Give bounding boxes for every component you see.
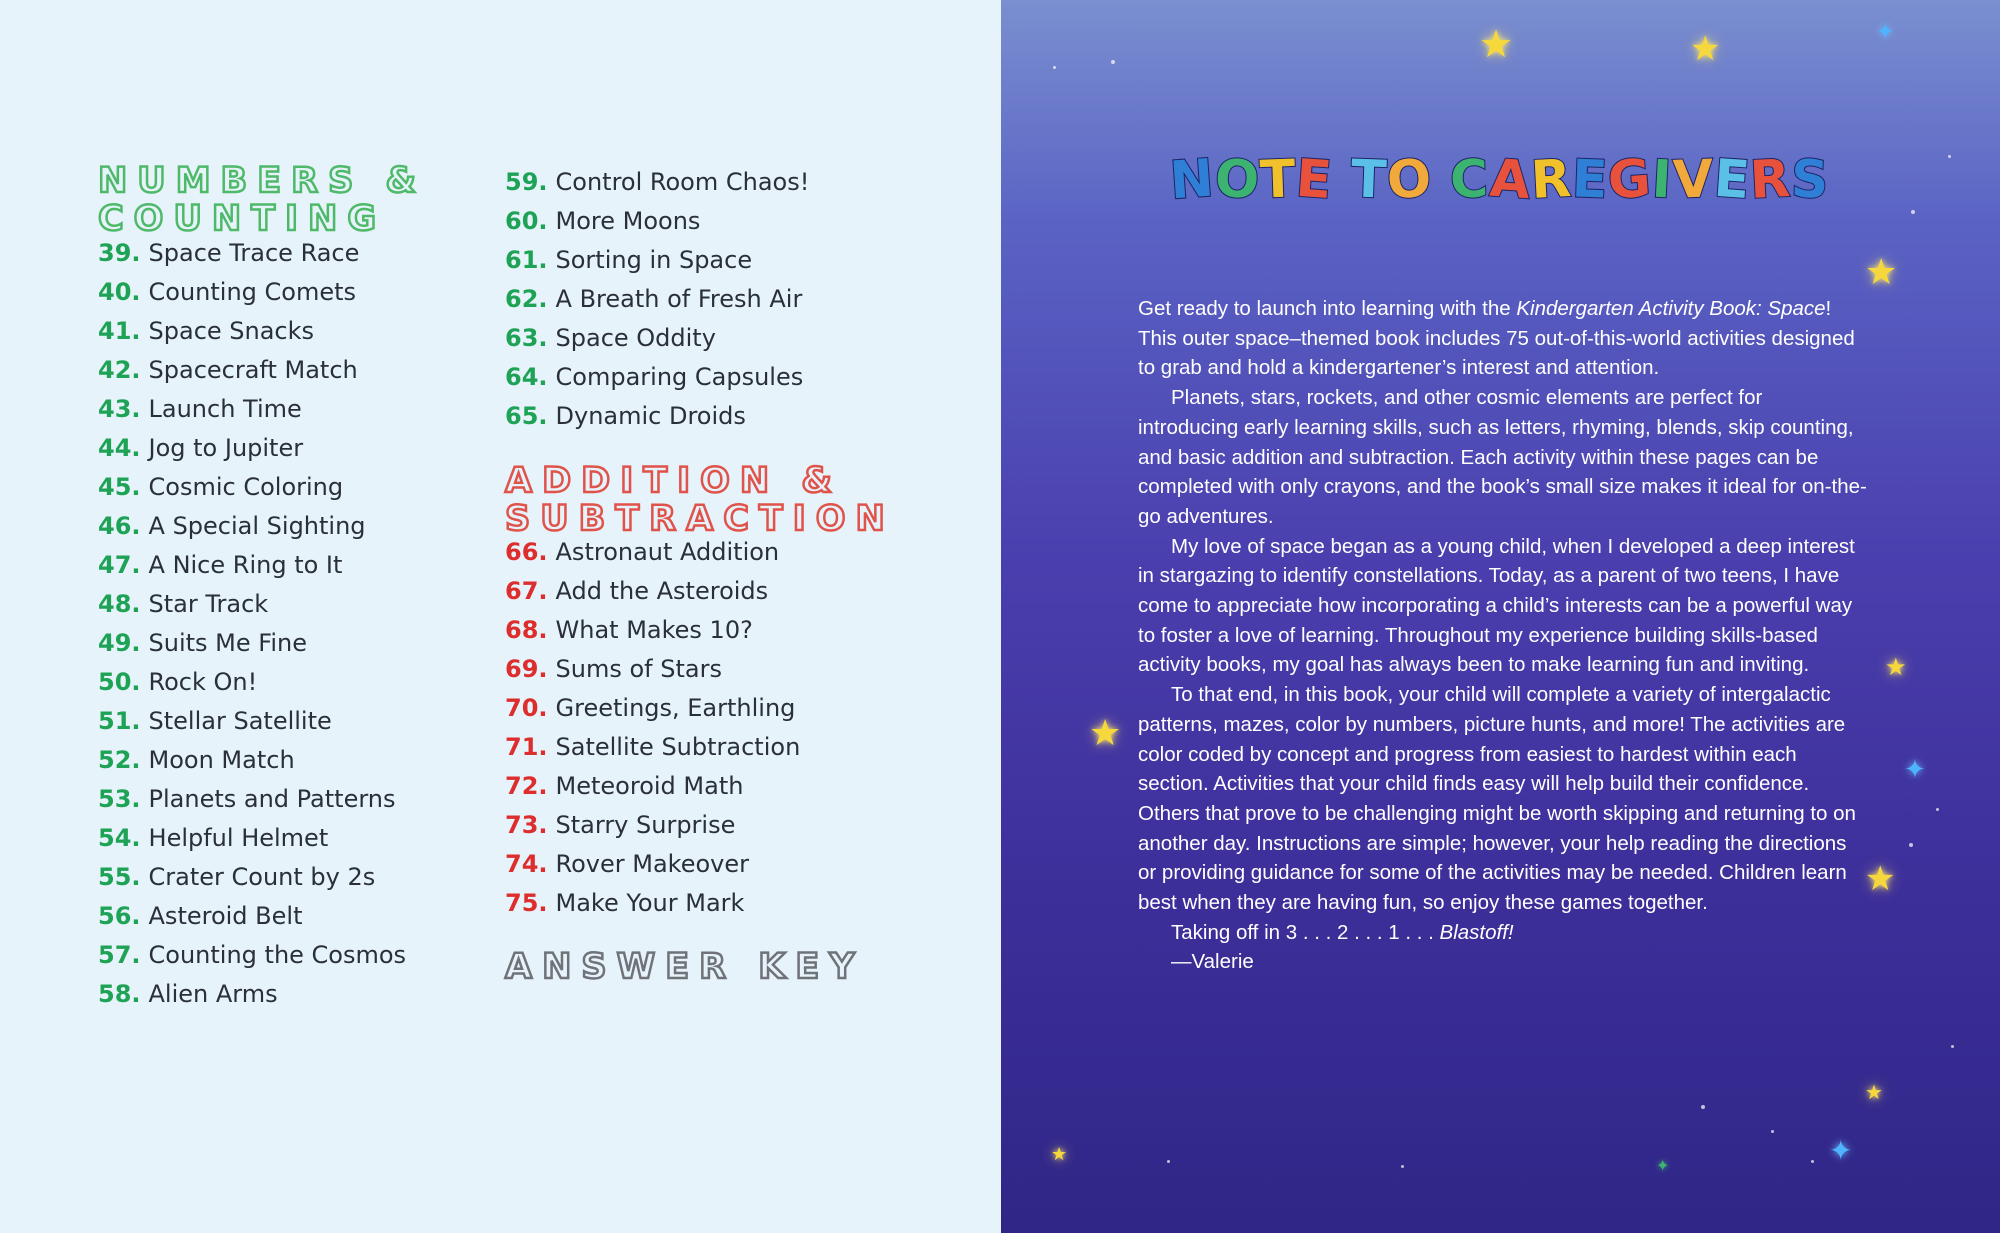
book-title: Kindergarten Activity Book: Space: [1516, 297, 1826, 320]
title-letter: E: [1711, 148, 1753, 212]
toc-item: [505, 362, 803, 392]
toc-page-number: 41.: [98, 317, 141, 345]
toc-activity-title: More Moons: [555, 207, 701, 235]
sparkle-dot: [1053, 66, 1056, 69]
title-letter: V: [1671, 149, 1715, 211]
toc-page-number: 57.: [98, 941, 141, 969]
title-letter: [1432, 150, 1450, 210]
toc-item: [98, 589, 268, 619]
section-heading-numbers-counting: [98, 162, 426, 238]
section-heading-addition-subtraction: [505, 462, 895, 538]
sparkle-dot: [1111, 60, 1115, 64]
toc-activity-title: Moon Match: [148, 746, 295, 774]
toc-page-number: 52.: [98, 746, 141, 774]
toc-item: [505, 401, 746, 431]
section-heading-line: NUMBERS &: [98, 161, 426, 201]
toc-item: [98, 277, 356, 307]
toc-item: [98, 238, 359, 268]
toc-activity-title: Make Your Mark: [555, 889, 745, 917]
toc-page-number: 73.: [505, 811, 548, 839]
toc-activity-title: Space Snacks: [148, 317, 315, 345]
toc-activity-title: A Breath of Fresh Air: [555, 285, 803, 313]
toc-page-number: 69.: [505, 655, 548, 683]
star-icon: ★: [1051, 1144, 1068, 1165]
toc-item: [98, 433, 303, 463]
toc-item: [98, 940, 406, 970]
toc-item: [98, 628, 307, 658]
toc-activity-title: Helpful Helmet: [148, 824, 329, 852]
toc-item: [505, 615, 753, 645]
star-icon: ★: [1865, 1080, 1883, 1104]
toc-item: [98, 316, 314, 346]
toc-page-number: 75.: [505, 889, 548, 917]
toc-activity-title: Crater Count by 2s: [148, 863, 376, 891]
note-closing: [1138, 918, 1868, 948]
title-letter: R: [1748, 148, 1793, 212]
toc-activity-title: Launch Time: [148, 395, 302, 423]
title-letter: E: [1570, 149, 1610, 211]
title-letter: G: [1606, 148, 1655, 212]
section-heading-line: ADDITION &: [505, 461, 842, 501]
sparkle-dot: [1811, 1160, 1814, 1163]
toc-item: [98, 355, 358, 385]
toc-item: [98, 901, 302, 931]
title-letter: R: [1529, 148, 1574, 212]
toc-activity-title: Satellite Subtraction: [555, 733, 801, 761]
toc-item: [505, 654, 722, 684]
toc-item: [98, 979, 278, 1009]
toc-item: [98, 550, 342, 580]
toc-activity-title: Planets and Patterns: [148, 785, 396, 813]
toc-item: [505, 576, 768, 606]
toc-page-number: 74.: [505, 850, 548, 878]
toc-item: [505, 810, 735, 840]
sparkle-icon: ✦: [1876, 20, 1895, 45]
toc-item: [505, 888, 744, 918]
toc-activity-title: Cosmic Coloring: [148, 473, 344, 501]
toc-page-number: 67.: [505, 577, 548, 605]
toc-activity-title: Astronaut Addition: [555, 538, 780, 566]
toc-item: [505, 284, 802, 314]
star-icon: ★: [1865, 859, 1896, 899]
toc-page-number: 53.: [98, 785, 141, 813]
closing-text: Taking off in 3 . . . 2 . . . 1 . . .: [1171, 920, 1440, 944]
toc-page-number: 46.: [98, 512, 141, 540]
toc-page-number: 70.: [505, 694, 548, 722]
sparkle-dot: [1909, 843, 1913, 847]
toc-page-number: 61.: [505, 246, 548, 274]
toc-page-number: 47.: [98, 551, 141, 579]
note-title: [1167, 148, 1831, 240]
note-body: [1138, 294, 1868, 977]
toc-activity-title: Asteroid Belt: [148, 902, 303, 930]
note-paragraph-4: To that end, in this book, your child will complete a variety of intergalactic patterns, mazes, color by numbers, picture hunts, and more! The activities are color coded by concept and progress from easiest to hardest within each section. Activities that your child finds easy will help build their confidence. Others that prove to be challenging might be worth skipping and returning to on another day. Instructions are simple; however, your help reading the directions or providing guidance for some of the activities may be needed. Children learn best when they are having fun, so enjoy these games together.: [1138, 683, 1856, 915]
toc-activity-title: A Special Sighting: [148, 512, 366, 540]
sparkle-dot: [1948, 155, 1951, 158]
toc-item: [98, 667, 257, 697]
toc-item: [98, 394, 302, 424]
title-letter: A: [1487, 148, 1533, 212]
note-paragraph-3: My love of space began as a young child, when I developed a deep interest in stargazing to identify constellations. Today, as a parent of two teens, I have come to appreciate how incorporating a child’s interests can be a powerful way to foster a love of learning. Throughout my experience building skills-based activity books, my goal has always been to make learning fun and inviting.: [1138, 534, 1855, 677]
toc-activity-title: Spacecraft Match: [148, 356, 358, 384]
toc-page-number: 54.: [98, 824, 141, 852]
toc-item: [505, 167, 809, 197]
toc-activity-title: A Nice Ring to It: [148, 551, 343, 579]
title-letter: C: [1449, 149, 1491, 211]
toc-item: [98, 784, 396, 814]
toc-page-number: 60.: [505, 207, 548, 235]
toc-item: [98, 862, 375, 892]
toc-item: [505, 693, 795, 723]
toc-item: [98, 511, 366, 541]
title-letter: E: [1294, 148, 1335, 212]
sparkle-icon: ✦: [1656, 1156, 1670, 1175]
toc-item: [505, 245, 752, 275]
toc-page-number: 51.: [98, 707, 141, 735]
toc-item: [98, 706, 332, 736]
toc-activity-title: Rover Makeover: [555, 850, 750, 878]
section-heading-line: COUNTING: [98, 199, 387, 239]
sparkle-dot: [1401, 1165, 1404, 1168]
title-letter: O: [1385, 148, 1435, 212]
toc-item: [505, 849, 749, 879]
toc-activity-title: Counting the Cosmos: [148, 941, 407, 969]
sparkle-dot: [1911, 210, 1915, 214]
toc-item: [505, 323, 716, 353]
sparkle-icon: ✦: [1829, 1134, 1853, 1167]
blastoff-text: Blastoff!: [1439, 920, 1514, 944]
toc-page-number: 48.: [98, 590, 141, 618]
toc-activity-title: Stellar Satellite: [148, 707, 332, 735]
signature: —Valerie: [1171, 950, 1254, 974]
toc-activity-title: Dynamic Droids: [555, 402, 746, 430]
toc-page-number: 66.: [505, 538, 548, 566]
note-paragraph-1: [1138, 294, 1868, 383]
toc-activity-title: Starry Surprise: [555, 811, 736, 839]
star-icon: ★: [1690, 29, 1721, 69]
toc-activity-title: Alien Arms: [148, 980, 278, 1008]
star-icon: ★: [1089, 713, 1122, 754]
star-icon: ★: [1479, 22, 1514, 66]
toc-page-number: 55.: [98, 863, 141, 891]
toc-activity-title: Jog to Jupiter: [148, 434, 304, 462]
toc-page-number: 56.: [98, 902, 141, 930]
toc-item: [505, 537, 779, 567]
toc-page-number: 65.: [505, 402, 548, 430]
title-letter: O: [1212, 148, 1262, 212]
toc-activity-title: Comparing Capsules: [555, 363, 804, 391]
toc-item: [98, 823, 328, 853]
toc-activity-title: Greetings, Earthling: [555, 694, 796, 722]
note-paragraph-2: Planets, stars, rockets, and other cosmic elements are perfect for introducing early learning skills, such as letters, rhyming, blends, skip counting, and basic addition and subtraction. Each activity within these pages can be completed with only crayons, and the book’s small size makes it ideal for on-the-go adventures.: [1138, 386, 1867, 528]
toc-activity-title: Suits Me Fine: [148, 629, 307, 657]
toc-activity-title: Control Room Chaos!: [555, 168, 810, 196]
toc-activity-title: Sums of Stars: [555, 655, 722, 683]
sparkle-dot: [1701, 1105, 1705, 1109]
toc-page-number: 50.: [98, 668, 141, 696]
toc-activity-title: Space Oddity: [555, 324, 716, 352]
note-text: ! This outer space–themed book includes 75 out-of-this-world activities designed to grab and hold a kindergartener’s interest and attention.: [1138, 297, 1855, 380]
toc-activity-title: Star Track: [148, 590, 269, 618]
toc-page-number: 72.: [505, 772, 548, 800]
toc-activity-title: Sorting in Space: [555, 246, 753, 274]
toc-page-number: 62.: [505, 285, 548, 313]
toc-page-number: 49.: [98, 629, 141, 657]
title-letter: I: [1650, 149, 1675, 211]
toc-activity-title: Add the Asteroids: [555, 577, 769, 605]
title-letter: [1333, 150, 1351, 210]
toc-page-number: 42.: [98, 356, 141, 384]
toc-page-number: 63.: [505, 324, 548, 352]
star-icon: ★: [1865, 252, 1898, 293]
toc-activity-title: Meteoroid Math: [555, 772, 744, 800]
sparkle-icon: ✦: [1904, 755, 1926, 785]
star-icon: ★: [1885, 653, 1907, 681]
toc-page-number: 58.: [98, 980, 141, 1008]
sparkle-dot: [1936, 808, 1939, 811]
title-letter: T: [1349, 149, 1389, 211]
note-text: Get ready to launch into learning with the: [1138, 297, 1517, 320]
toc-activity-title: What Makes 10?: [555, 616, 753, 644]
toc-page-number: 39.: [98, 239, 141, 267]
answer-key-heading: ANSWER KEY: [505, 947, 865, 987]
toc-activity-title: Space Trace Race: [148, 239, 360, 267]
toc-page-number: 40.: [98, 278, 141, 306]
toc-item: [98, 745, 295, 775]
toc-item: [505, 206, 700, 236]
toc-activity-title: Counting Comets: [148, 278, 357, 306]
section-heading-line: SUBTRACTION: [505, 499, 895, 539]
toc-page-number: 64.: [505, 363, 548, 391]
sparkle-dot: [1771, 1130, 1774, 1133]
sparkle-dot: [1167, 1160, 1170, 1163]
title-letter: S: [1790, 149, 1831, 211]
title-letter: N: [1167, 148, 1217, 212]
toc-page-number: 44.: [98, 434, 141, 462]
toc-activity-title: Rock On!: [148, 668, 258, 696]
toc-page-number: 59.: [505, 168, 548, 196]
toc-item: [98, 472, 343, 502]
sparkle-dot: [1951, 1045, 1954, 1048]
toc-item: [505, 771, 743, 801]
toc-page-number: 68.: [505, 616, 548, 644]
toc-item: [505, 732, 800, 762]
toc-page-number: 43.: [98, 395, 141, 423]
title-letter: T: [1258, 149, 1298, 211]
toc-page-number: 45.: [98, 473, 141, 501]
toc-page-number: 71.: [505, 733, 548, 761]
